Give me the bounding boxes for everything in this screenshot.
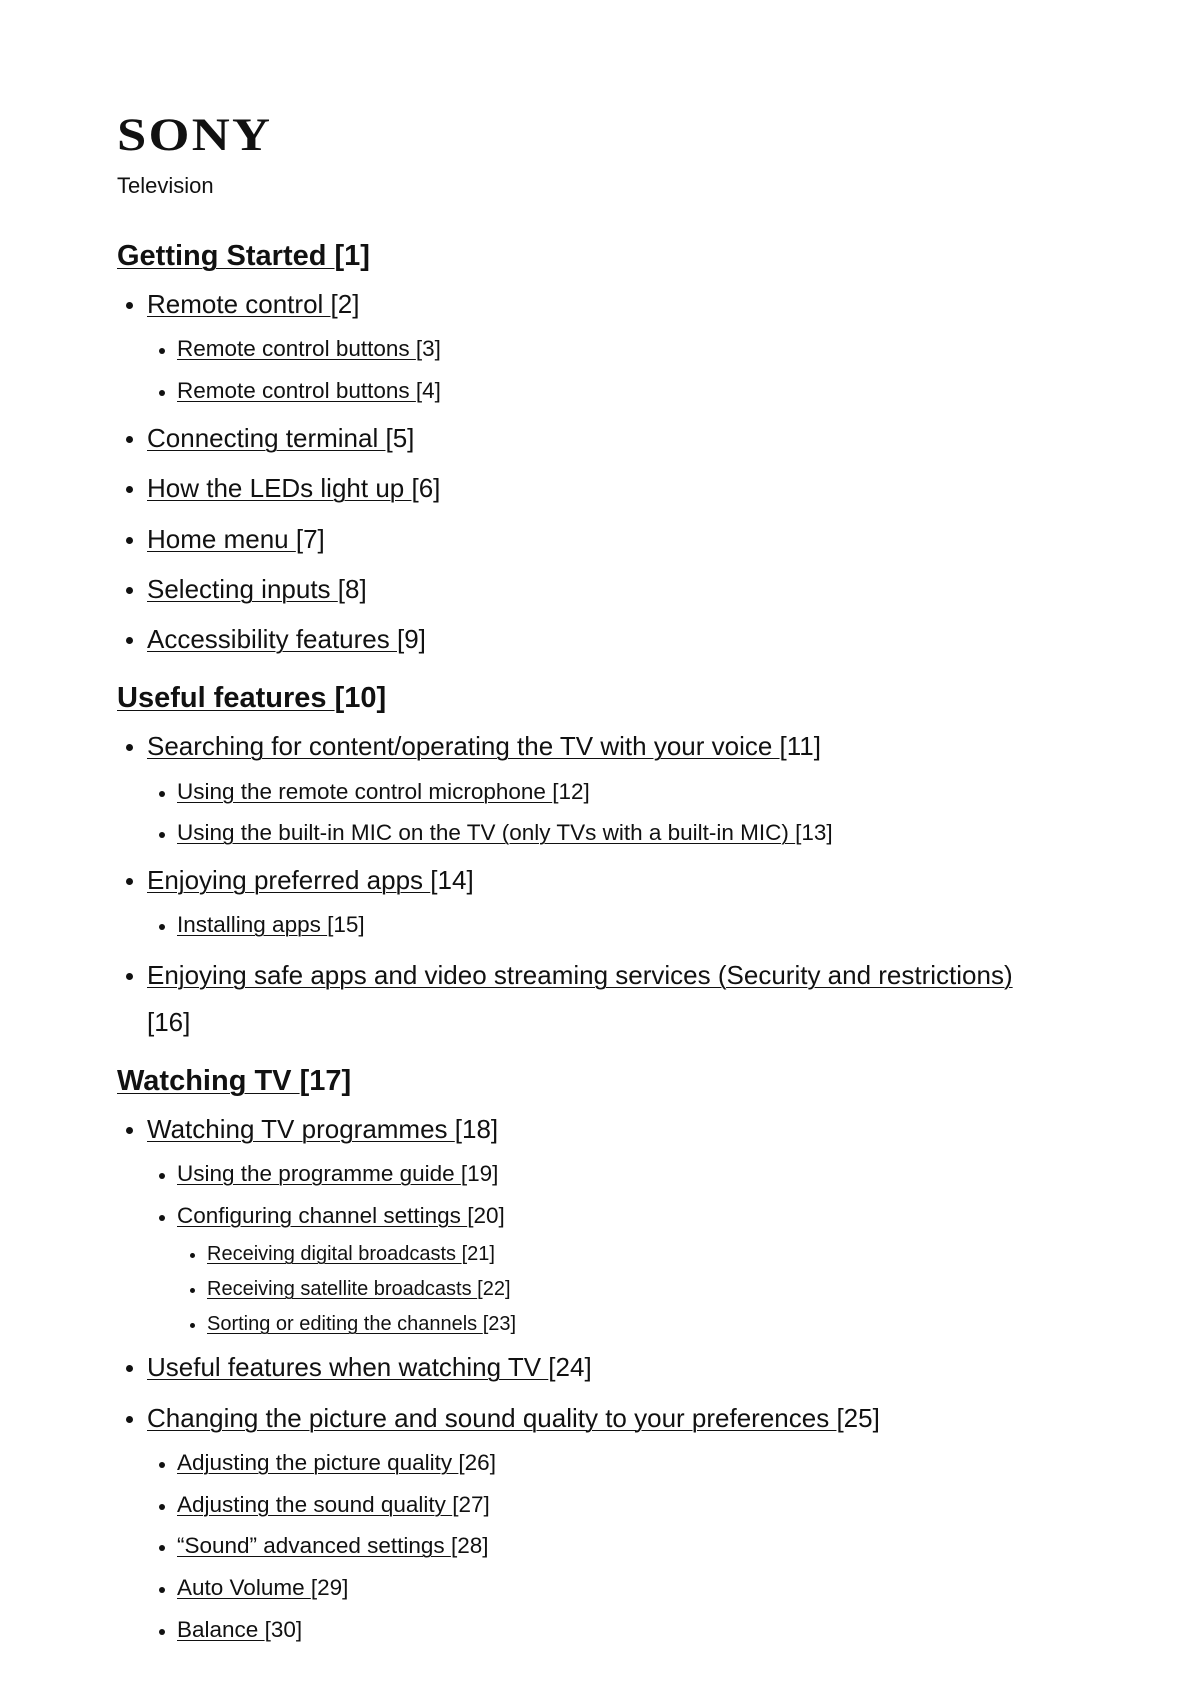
toc-ref: [19] (460, 1160, 499, 1186)
section-getting-started (117, 239, 1077, 274)
list-item (147, 860, 1077, 942)
section-useful-features (117, 681, 1077, 716)
list-item (147, 418, 1077, 458)
document-subtitle: Television (117, 173, 214, 198)
toc-ref: [22] (477, 1278, 511, 1301)
toc-list (117, 1109, 1077, 1647)
list-item (177, 816, 1077, 850)
toc-link[interactable]: Remote control buttons (177, 378, 416, 404)
toc-sublist (147, 332, 1077, 408)
section-ref: [1] (334, 240, 370, 273)
toc-subsublist (177, 1241, 1077, 1337)
toc-link[interactable]: Using the remote control microphone (177, 778, 553, 804)
toc-ref: [9] (396, 624, 426, 655)
toc-link[interactable]: Useful features when watching TV (147, 1352, 549, 1383)
list-item (177, 1157, 1077, 1191)
toc-sublist (147, 1446, 1077, 1647)
toc-link[interactable]: Using the built-in MIC on the TV (only TVs with a built-in MIC) (177, 820, 796, 846)
list-item (147, 468, 1077, 508)
toc-ref: [11] (779, 731, 821, 762)
list-item (177, 332, 1077, 366)
section-ref: [10] (334, 682, 387, 715)
toc-ref: [4] (415, 378, 441, 404)
list-item (207, 1311, 1077, 1337)
toc-ref: [21] (461, 1243, 495, 1266)
toc-link[interactable]: Configuring channel settings (177, 1202, 468, 1228)
list-item (147, 284, 1077, 408)
toc-ref: [23] (482, 1313, 517, 1336)
list-item (207, 1276, 1077, 1302)
toc-link[interactable]: Receiving satellite broadcasts (207, 1278, 478, 1301)
list-item (177, 1613, 1077, 1647)
sony-logo: SONY (117, 109, 273, 161)
toc-ref: [5] (385, 422, 415, 453)
toc-ref: [24] (548, 1352, 592, 1383)
toc-link[interactable]: Remote control (147, 289, 331, 320)
toc-sublist (147, 775, 1077, 851)
section-link[interactable]: Useful features (117, 682, 335, 715)
toc-ref: [12] (552, 778, 590, 804)
toc-ref: [13] (795, 820, 833, 846)
toc-link[interactable]: Selecting inputs (147, 573, 338, 604)
toc-ref: [15] (327, 912, 365, 938)
list-item (177, 1199, 1077, 1338)
list-item (177, 775, 1077, 809)
toc-ref: [18] (454, 1113, 499, 1144)
list-item (177, 374, 1077, 408)
toc-link[interactable]: Changing the picture and sound quality to your preferences (147, 1402, 837, 1433)
toc-sublist (147, 1157, 1077, 1338)
toc-link[interactable]: Searching for content/operating the TV with your voice (147, 731, 780, 762)
list-item (147, 726, 1077, 850)
toc-link[interactable]: Remote control buttons (177, 336, 416, 362)
list-item (147, 1347, 1077, 1387)
toc-ref: [14] (430, 865, 474, 896)
list-item (147, 952, 1077, 1046)
toc-link[interactable]: Balance (177, 1616, 265, 1642)
section-link[interactable]: Getting Started (117, 240, 335, 273)
toc-ref: [8] (337, 573, 367, 604)
list-item (177, 908, 1077, 942)
toc-link[interactable]: Adjusting the sound quality (177, 1491, 453, 1517)
section-ref: [17] (299, 1064, 352, 1097)
toc-link[interactable]: Accessibility features (147, 624, 397, 655)
toc-link[interactable]: Enjoying safe apps and video streaming services (Security and restrictions) (147, 960, 1013, 991)
list-item (177, 1446, 1077, 1480)
toc-link[interactable]: Home menu (147, 523, 296, 554)
list-item (147, 619, 1077, 659)
toc-link[interactable]: “Sound” advanced settings (177, 1533, 451, 1559)
toc-list (117, 284, 1077, 659)
section-link[interactable]: Watching TV (117, 1064, 300, 1097)
toc-link[interactable]: Watching TV programmes (147, 1113, 455, 1144)
toc-link[interactable]: Connecting terminal (147, 422, 386, 453)
toc-page (117, 109, 1077, 1647)
toc-sublist (147, 908, 1077, 942)
toc-link[interactable]: How the LEDs light up (147, 473, 412, 504)
toc-link[interactable]: Using the programme guide (177, 1160, 461, 1186)
toc-ref: [7] (295, 523, 325, 554)
toc-ref: [2] (330, 289, 360, 320)
toc-ref: [16] (147, 1006, 191, 1037)
list-item (147, 569, 1077, 609)
toc-link[interactable]: Adjusting the picture quality (177, 1449, 459, 1475)
toc-ref: [25] (836, 1402, 880, 1433)
toc-ref: [30] (264, 1616, 303, 1642)
section-watching-tv (117, 1064, 1077, 1099)
toc-ref: [27] (452, 1491, 490, 1517)
list-item (207, 1241, 1077, 1267)
list-item (177, 1488, 1077, 1522)
list-item (147, 1109, 1077, 1338)
list-item (177, 1571, 1077, 1605)
toc-list (117, 726, 1077, 1045)
toc-ref: [20] (467, 1202, 505, 1228)
toc-link[interactable]: Auto Volume (177, 1575, 311, 1601)
toc-link[interactable]: Enjoying preferred apps (147, 865, 431, 896)
toc-ref: [29] (310, 1575, 349, 1601)
toc-ref: [3] (415, 336, 441, 362)
list-item (177, 1529, 1077, 1563)
toc-ref: [28] (450, 1533, 489, 1559)
toc-link[interactable]: Installing apps (177, 912, 328, 938)
toc-link[interactable]: Sorting or editing the channels (207, 1313, 483, 1336)
toc-link[interactable]: Receiving digital broadcasts (207, 1243, 462, 1266)
list-item (147, 519, 1077, 559)
list-item (147, 1398, 1077, 1647)
toc-ref: [26] (458, 1449, 496, 1475)
toc-ref: [6] (411, 473, 441, 504)
